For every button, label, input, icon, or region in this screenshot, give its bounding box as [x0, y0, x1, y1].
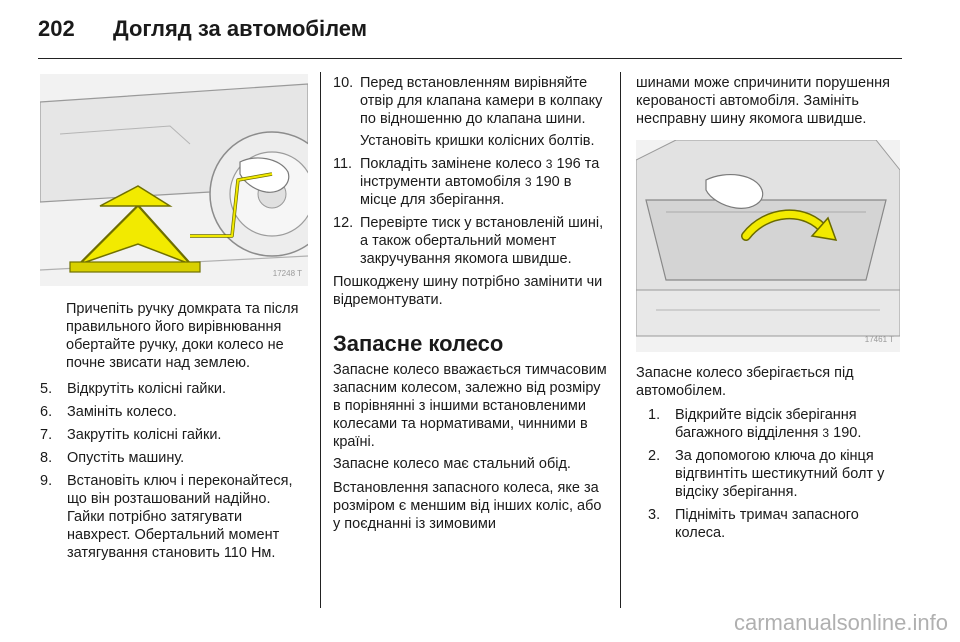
column-divider-2	[620, 72, 621, 608]
column-1	[40, 74, 308, 567]
list-item: 12. Перевірте тиск у встановленій шині, а також обертальний момент закручування якомога швидше.	[333, 215, 604, 267]
continuation-text: шинами може спричинити порушення керованості автомобіля. Замініть несправну шину якомога швидше.	[636, 75, 890, 127]
figure-caption: Запасне колесо зберігається під автомобілем.	[636, 365, 854, 399]
page-ref[interactable]: 196	[556, 156, 581, 172]
page-ref-arrow-icon: 3	[822, 426, 830, 440]
page-number: 202	[38, 16, 75, 41]
column-3	[636, 74, 906, 547]
figure-code: 17461 T	[864, 335, 894, 344]
chapter-title: Догляд за автомобілем	[113, 16, 368, 41]
figure-code: 17248 T	[272, 269, 302, 278]
list-item: 1. Відкрийте відсік зберігання багажного відділення 3 190.	[648, 407, 862, 441]
spare-wheel-paragraph: Встановлення запасного колеса, яке за розміром є меншим від інших коліс, або у поєднанні із зимовими	[333, 480, 602, 532]
list-item: 2. За допомогою ключа до кінця відгвинтіть шестикутний болт у відсіку зберігання.	[648, 448, 885, 500]
spare-wheel-paragraph: Запасне колесо має стальний обід.	[333, 456, 571, 472]
trunk-figure	[636, 140, 900, 352]
list-item: 6. Замініть колесо.	[40, 404, 177, 420]
steps-10-12	[333, 74, 608, 268]
column-2	[333, 74, 608, 533]
list-item: 10. Перед встановленням вирівняйте отвір для клапана камери в колпаку по відношенню до клапана шини. Установіть кришки колісних болтів.	[333, 74, 608, 150]
list-item: 5. Відкрутіть колісні гайки.	[40, 381, 226, 397]
column-divider-1	[320, 72, 321, 608]
steps-1-3	[648, 406, 906, 542]
step-sub-note: Установіть кришки колісних болтів.	[360, 133, 595, 149]
page-header	[38, 16, 922, 52]
page-ref-arrow-icon: 3	[545, 157, 553, 171]
list-item: 8. Опустіть машину.	[40, 450, 185, 466]
jack-mounted-under-car-illustration	[40, 74, 308, 286]
page-ref-arrow-icon: 3	[524, 175, 532, 189]
header-rule	[38, 58, 902, 59]
watermark-link[interactable]: carmanualsonline.info	[733, 610, 948, 635]
list-item: 9. Встановіть ключ і переконайтеся, що він розташований надійно. Гайки потрібно затягувати навхрест. Обертальний момент затягування становить 110 Нм.	[40, 473, 293, 561]
list-item: 11. Покладіть замінене колесо 3 196 та інструменти автомобіля 3 190 в місце для зберігання.	[333, 156, 600, 208]
jack-handle-instruction: Причепіть ручку домкрата та після правильного його вирівнювання обертайте ручку, доки колесо не почне звисати над землею.	[66, 301, 299, 371]
steps-5-9	[40, 380, 308, 562]
page-ref[interactable]: 190.	[833, 425, 862, 441]
jack-figure	[40, 74, 308, 286]
spare-wheel-paragraph: Запасне колесо вважається тимчасовим запасним колесом, залежно від розміру в порівнянні з іншими встановленими колесами та нормативами, чинними в країні.	[333, 362, 607, 450]
section-title-spare-wheel: Запасне колесо	[333, 331, 504, 356]
list-item: 3. Підніміть тримач запасного колеса.	[648, 507, 859, 541]
damaged-tyre-note: Пошкоджену шину потрібно замінити чи відремонтувати.	[333, 274, 603, 308]
page-ref[interactable]: 190	[535, 174, 560, 190]
trunk-floor-cover-illustration	[636, 140, 900, 352]
list-item: 7. Закрутіть колісні гайки.	[40, 427, 222, 443]
